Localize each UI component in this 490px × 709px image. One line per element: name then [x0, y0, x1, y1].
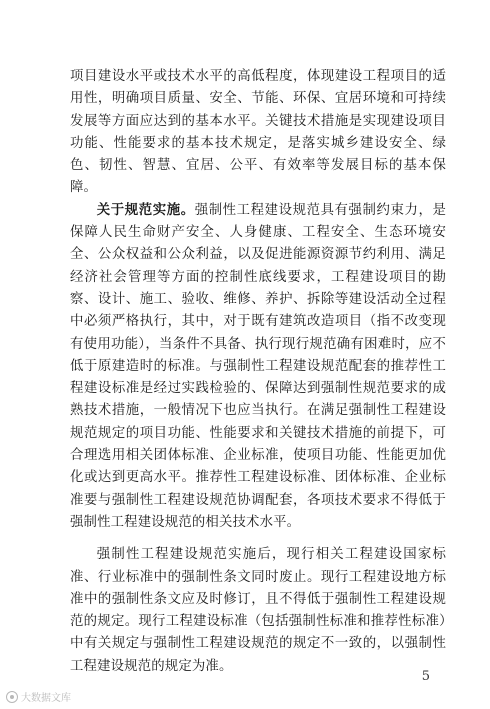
paragraph-3	[70, 544, 446, 678]
body-text	[70, 66, 446, 678]
paragraph-1	[70, 66, 446, 200]
page-number: 5	[421, 669, 430, 684]
watermark	[6, 689, 71, 704]
paragraph-2	[70, 200, 446, 534]
paragraph-2-text: 强制性工程建设规范具有强制约束力，是保障人民生命财产安全、人身健康、工程安全、生态环境安全、公众权益和公众利益，以及促进能源资源节约利用、满足经济社会管理等方面的控制性底线要求，工程建设项目的勘察、设计、施工、验收、维修、养护、拆除等建设活动全过程中必须严格执行，其中，对于既有建筑改造项目（指不改变现有使用功能），当条件不具备、执行现行规范确有困难时，应不低于原建造时的标准。与强制性工程建设规范配套的推荐性工程建设标准是经过实践检验的、保障达到强制性规范要求的成熟技术措施，一般情况下也应当执行。在满足强制性工程建设规范规定的项目功能、性能要求和关键技术措施的前提下，可合理选用相关团体标准、企业标准，使项目功能、性能更加优化或达到更高水平。推荐性工程建设标准、团体标准、企业标准要与强制性工程建设规范协调配套，各项技术要求不得低于强制性工程建设规范的相关技术水平。	[70, 202, 446, 530]
watermark-logo-icon	[6, 691, 18, 703]
paragraph-3-text: 强制性工程建设规范实施后，现行相关工程建设国家标准、行业标准中的强制性条文同时废止。现行工程建设地方标准中的强制性条文应及时修订，且不得低于强制性工程建设规范的规定。现行工程建设标准（包括强制性标准和推荐性标准）中有关规定与强制性工程建设规范的规定不一致的，以强制性工程建设规范的规定为准。	[70, 547, 446, 674]
paragraph-1-text: 项目建设水平或技术水平的高低程度，体现建设工程项目的适用性，明确项目质量、安全、节能、环保、宜居环境和可持续发展等方面应达到的基本水平。关键技术措施是实现建设项目功能、性能要求的基本技术规定，是落实城乡建设安全、绿色、韧性、智慧、宜居、公平、有效率等发展目标的基本保障。	[70, 69, 446, 196]
watermark-text: 大数据文库	[21, 693, 71, 704]
section-heading-implementation: 关于规范实施。	[96, 202, 195, 218]
